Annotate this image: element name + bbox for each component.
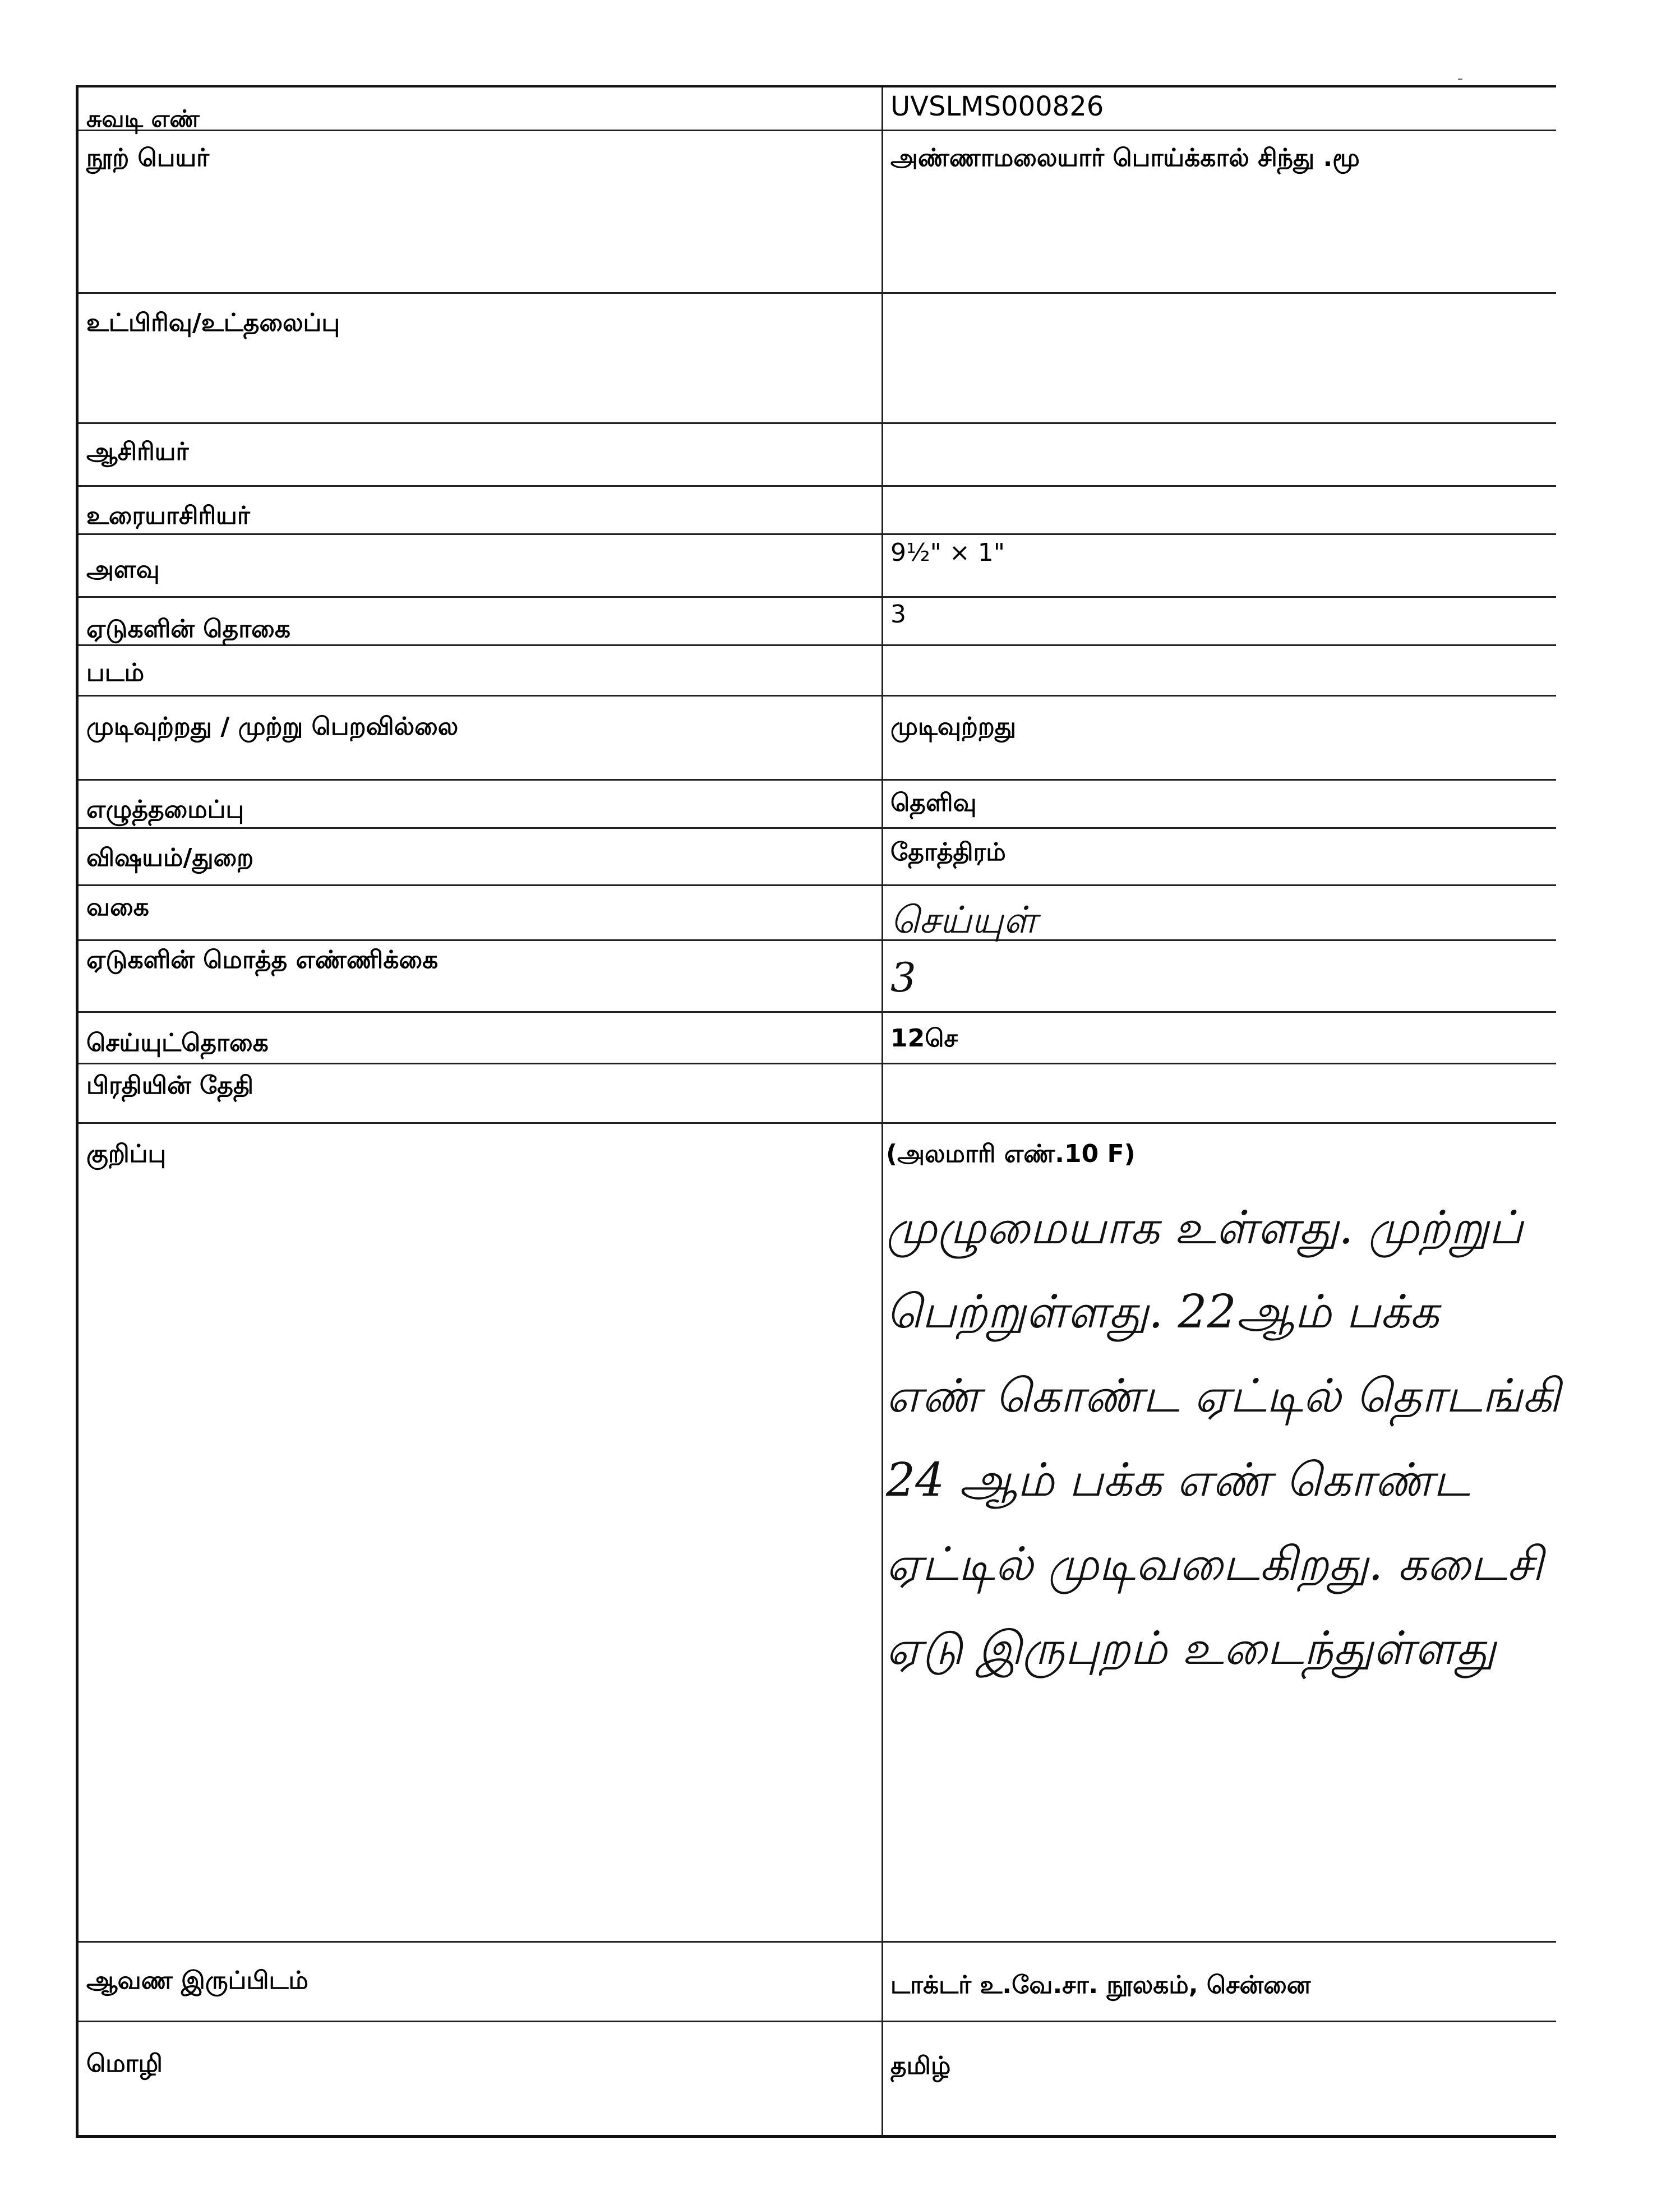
row-subdivision [79, 294, 1556, 424]
row-completeness [79, 697, 1556, 781]
value-total-leaves: 3 [890, 954, 916, 1001]
label-illustration: படம் [86, 658, 145, 687]
catalog-form [76, 85, 1561, 2138]
row-language [79, 2022, 1556, 2138]
label-verse-count: செய்யுட்தொகை [86, 1029, 269, 1057]
row-repository [79, 1943, 1556, 2022]
label-commentator: உரையாசிரியர் [86, 501, 250, 530]
label-total-leaves: ஏடுகளின் மொத்த எண்ணிக்கை [86, 946, 439, 974]
row-author [79, 424, 1556, 487]
notes-content [886, 1140, 1570, 1691]
value-repository: டாக்டர் உ.வே.சா. நூலகம், சென்னை [890, 1971, 1311, 1999]
label-repository: ஆவண இருப்பிடம் [86, 1966, 308, 1995]
value-title: அண்ணாமலையார் பொய்க்கால் சிந்து .மூ [890, 144, 1360, 172]
note-handwritten-line: எண் கொண்ட ஏட்டில் தொடங்கி [886, 1369, 1561, 1423]
row-subject [79, 829, 1556, 886]
note-handwritten [886, 1186, 1570, 1691]
row-notes [79, 1124, 1561, 1943]
scan-speck [1458, 79, 1462, 80]
label-script-clarity: எழுத்தமைப்பு [86, 795, 244, 824]
row-type [79, 886, 1556, 941]
row-script-clarity [79, 781, 1556, 829]
row-commentator [79, 487, 1556, 535]
row-title [79, 131, 1556, 294]
note-handwritten-line: 24 ஆம் பக்க எண் கொண்ட [886, 1454, 1470, 1507]
value-verse-count: 12செ [890, 1024, 958, 1053]
value-manuscript-number: UVSLMS000826 [890, 91, 1104, 122]
label-notes: குறிப்பு [86, 1140, 167, 1168]
label-type: வகை [86, 893, 149, 921]
value-leaf-count: 3 [890, 600, 906, 629]
value-size: 9½" × 1" [890, 538, 1005, 567]
row-manuscript-number [79, 87, 1556, 131]
row-size [79, 535, 1556, 598]
row-copy-date [79, 1064, 1556, 1124]
label-manuscript-number: சுவடி எண் [86, 105, 200, 132]
row-total-leaves [79, 941, 1556, 1013]
value-subject: தோத்திரம் [890, 838, 1006, 866]
note-handwritten-line: ஏட்டில் முடிவடைகிறது. கடைசி [886, 1538, 1543, 1591]
label-subject: விஷயம்/துறை [86, 843, 254, 872]
note-handwritten-line: ஏடு இருபுறம் உடைந்துள்ளது [886, 1622, 1496, 1675]
label-size: அளவு [86, 555, 160, 584]
label-author: ஆசிரியர் [86, 437, 189, 466]
value-completeness: முடிவுற்றது [890, 712, 1017, 741]
note-handwritten-line: முழுமையாக உள்ளது. முற்றுப் [886, 1201, 1523, 1255]
label-copy-date: பிரதியின் தேதி [86, 1071, 254, 1100]
label-leaf-count: ஏடுகளின் தொகை [86, 615, 290, 643]
label-language: மொழி [86, 2049, 163, 2078]
value-script-clarity: தெளிவு [890, 788, 977, 817]
note-shelf-number: (அலமாரி எண்.10 F) [886, 1140, 1136, 1168]
value-language: தமிழ் [890, 2051, 951, 2080]
label-completeness: முடிவுற்றது / முற்று பெறவில்லை [86, 712, 459, 741]
note-handwritten-line: பெற்றுள்ளது. 22ஆம் பக்க [886, 1285, 1439, 1339]
row-illustration [79, 646, 1556, 697]
label-subdivision: உட்பிரிவு/உட்தலைப்பு [86, 308, 340, 337]
row-leaf-count [79, 598, 1556, 646]
row-verse-count [79, 1013, 1556, 1064]
value-type: செய்யுள் [890, 898, 1037, 942]
label-title: நூற் பெயர் [86, 144, 210, 172]
